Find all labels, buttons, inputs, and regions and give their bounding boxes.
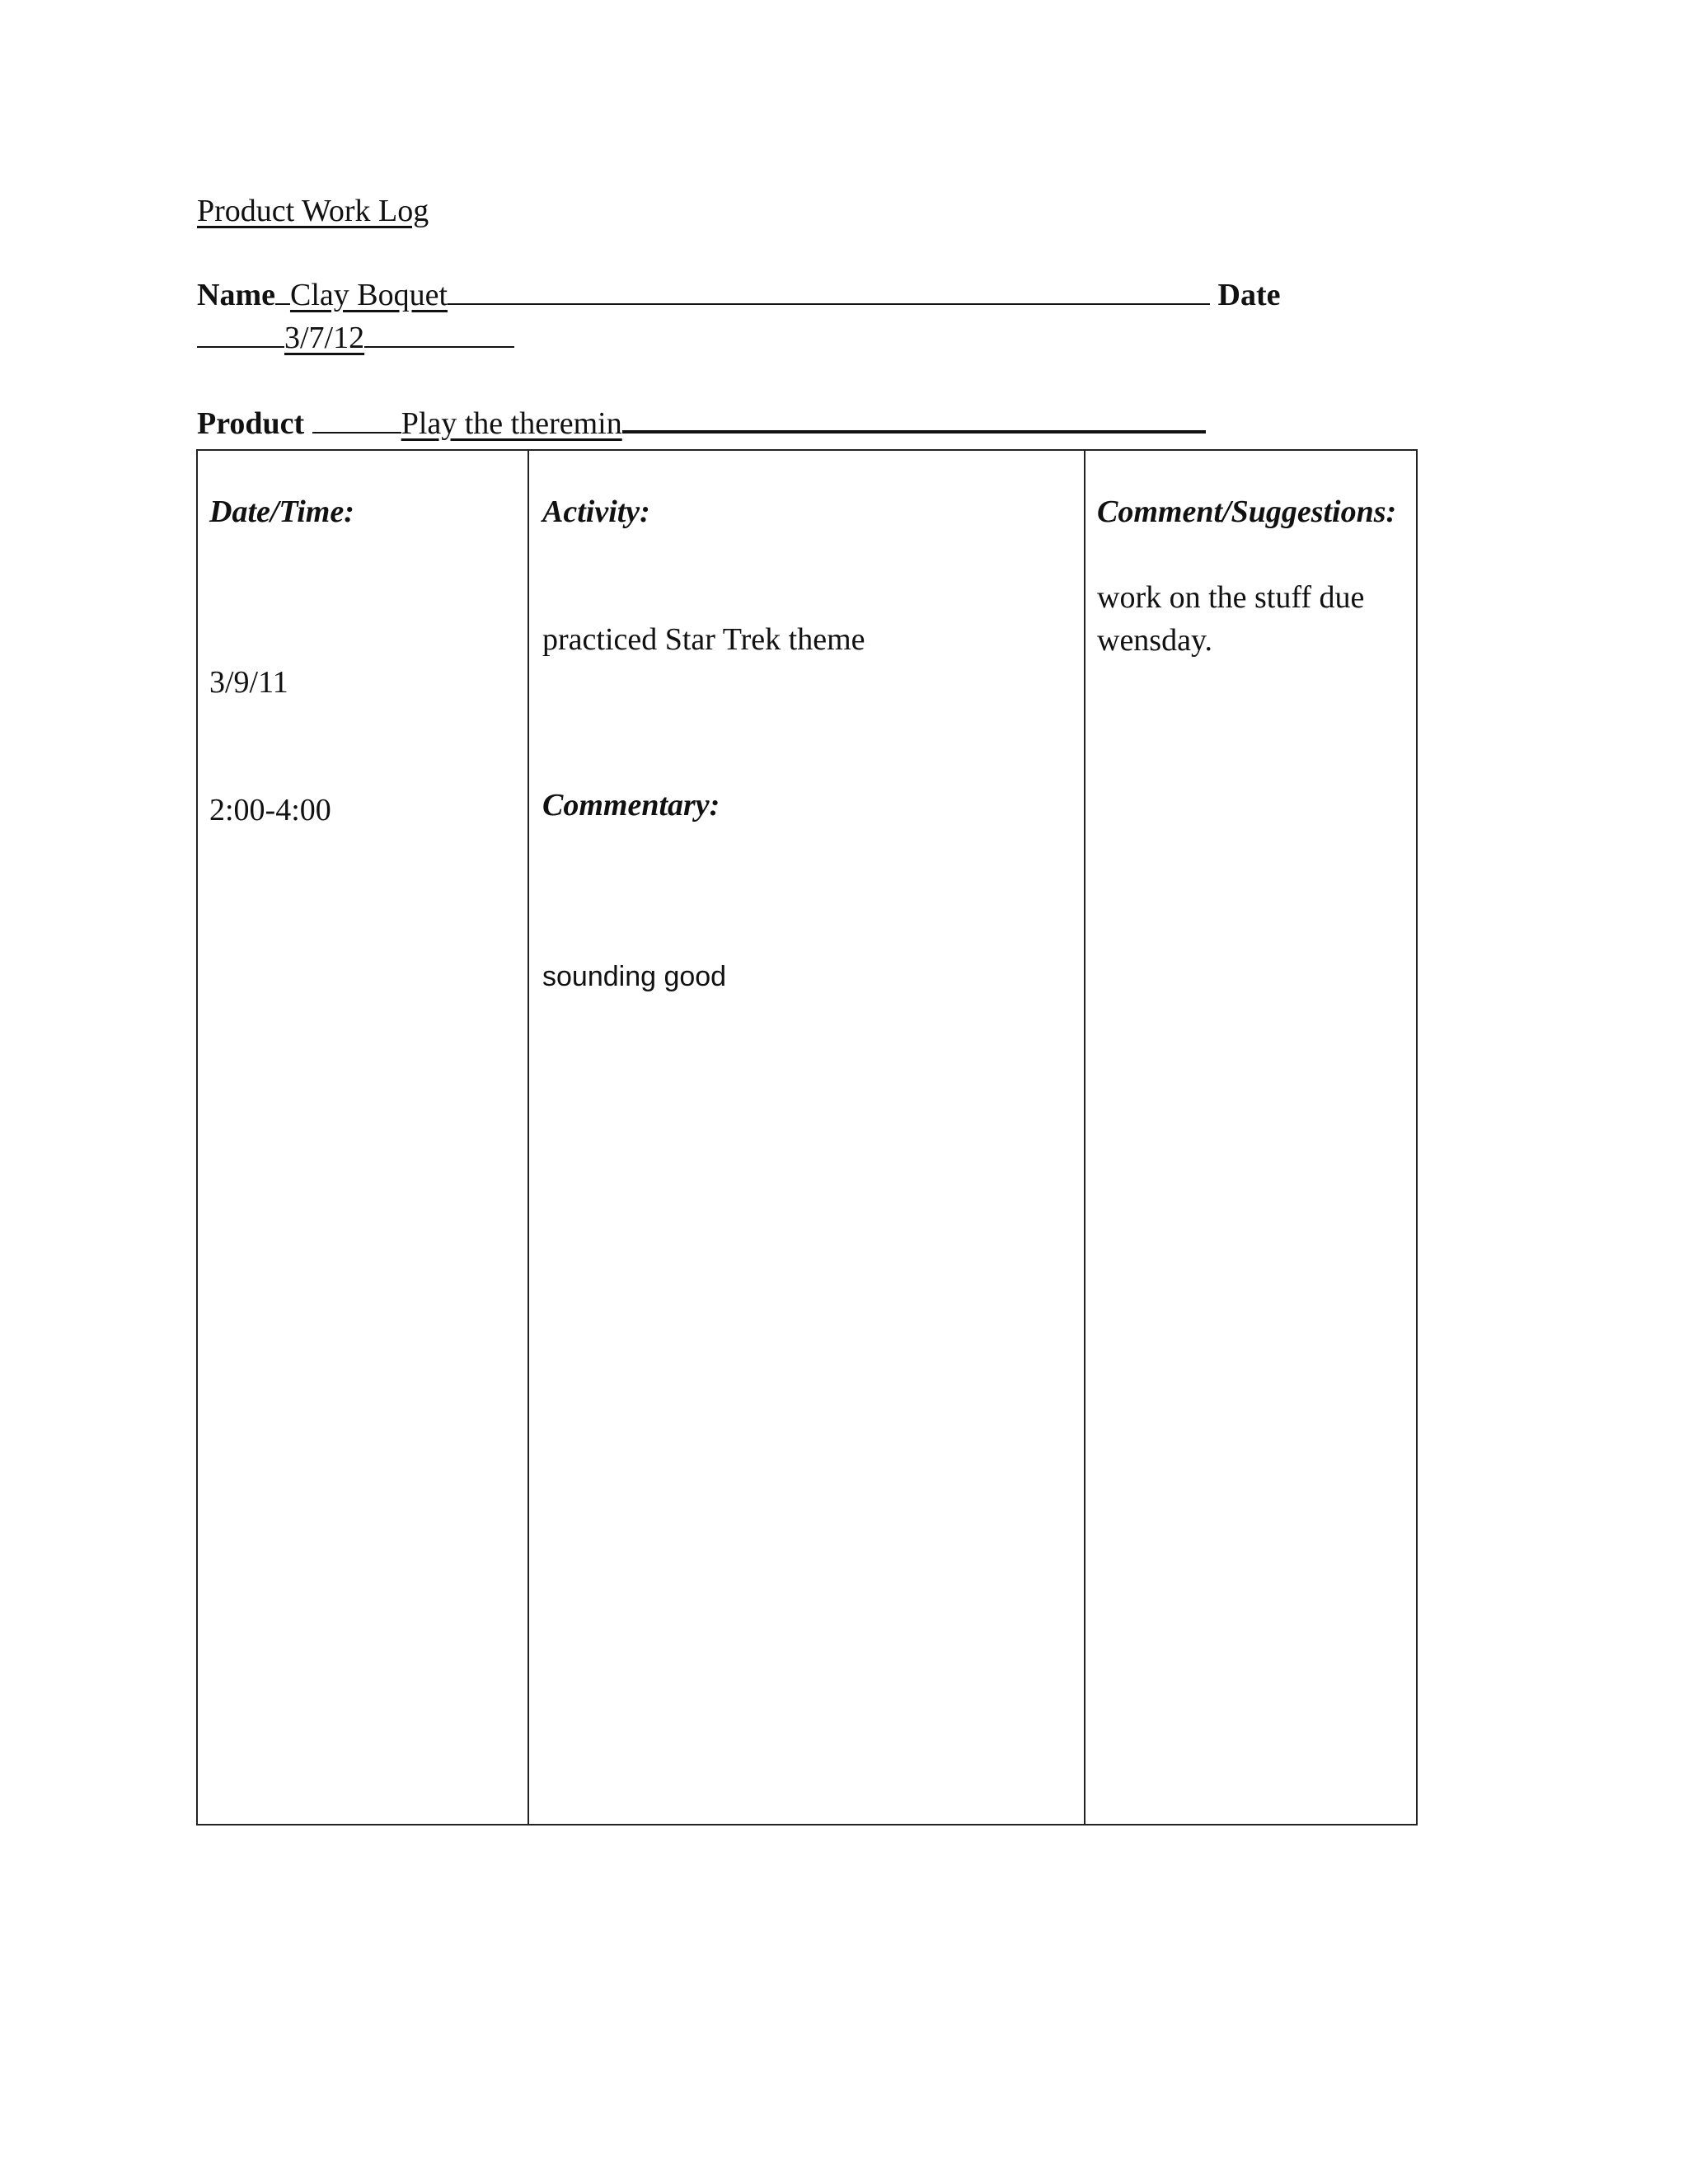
product-blank-trail [622, 402, 1206, 434]
commentary-label: Commentary: [542, 788, 720, 823]
product-label: Product [197, 406, 305, 441]
product-blank-lead [312, 404, 401, 434]
entry-date: 3/9/11 [209, 665, 288, 700]
comment-suggestions-header: Comment/Suggestions: [1097, 494, 1397, 529]
date-line [197, 316, 514, 359]
product-line [197, 402, 1206, 445]
name-value: Clay Boquet [289, 278, 448, 312]
entry-comment-line-1: work on the stuff due [1097, 580, 1365, 615]
date-time-column [198, 451, 529, 1824]
log-table [196, 449, 1418, 1825]
name-blank-lead [275, 275, 290, 305]
date-value: 3/7/12 [284, 321, 365, 355]
date-time-header: Date/Time: [209, 494, 354, 529]
name-blank-trail [448, 275, 1210, 305]
entry-commentary: sounding good [542, 961, 727, 992]
date-label: Date [1217, 278, 1281, 312]
name-label: Name [197, 278, 275, 312]
activity-column [528, 451, 1085, 1824]
name-line [197, 274, 1280, 316]
entry-activity: practiced Star Trek theme [542, 622, 865, 657]
activity-header: Activity: [542, 494, 650, 529]
date-blank-lead [197, 318, 284, 348]
product-value: Play the theremin [401, 406, 622, 441]
entry-comment-line-2: wensday. [1097, 623, 1212, 658]
page-title: Product Work Log [197, 194, 429, 228]
entry-time: 2:00-4:00 [209, 793, 331, 827]
date-blank-trail [364, 318, 514, 348]
comment-suggestions-column [1084, 451, 1416, 1824]
